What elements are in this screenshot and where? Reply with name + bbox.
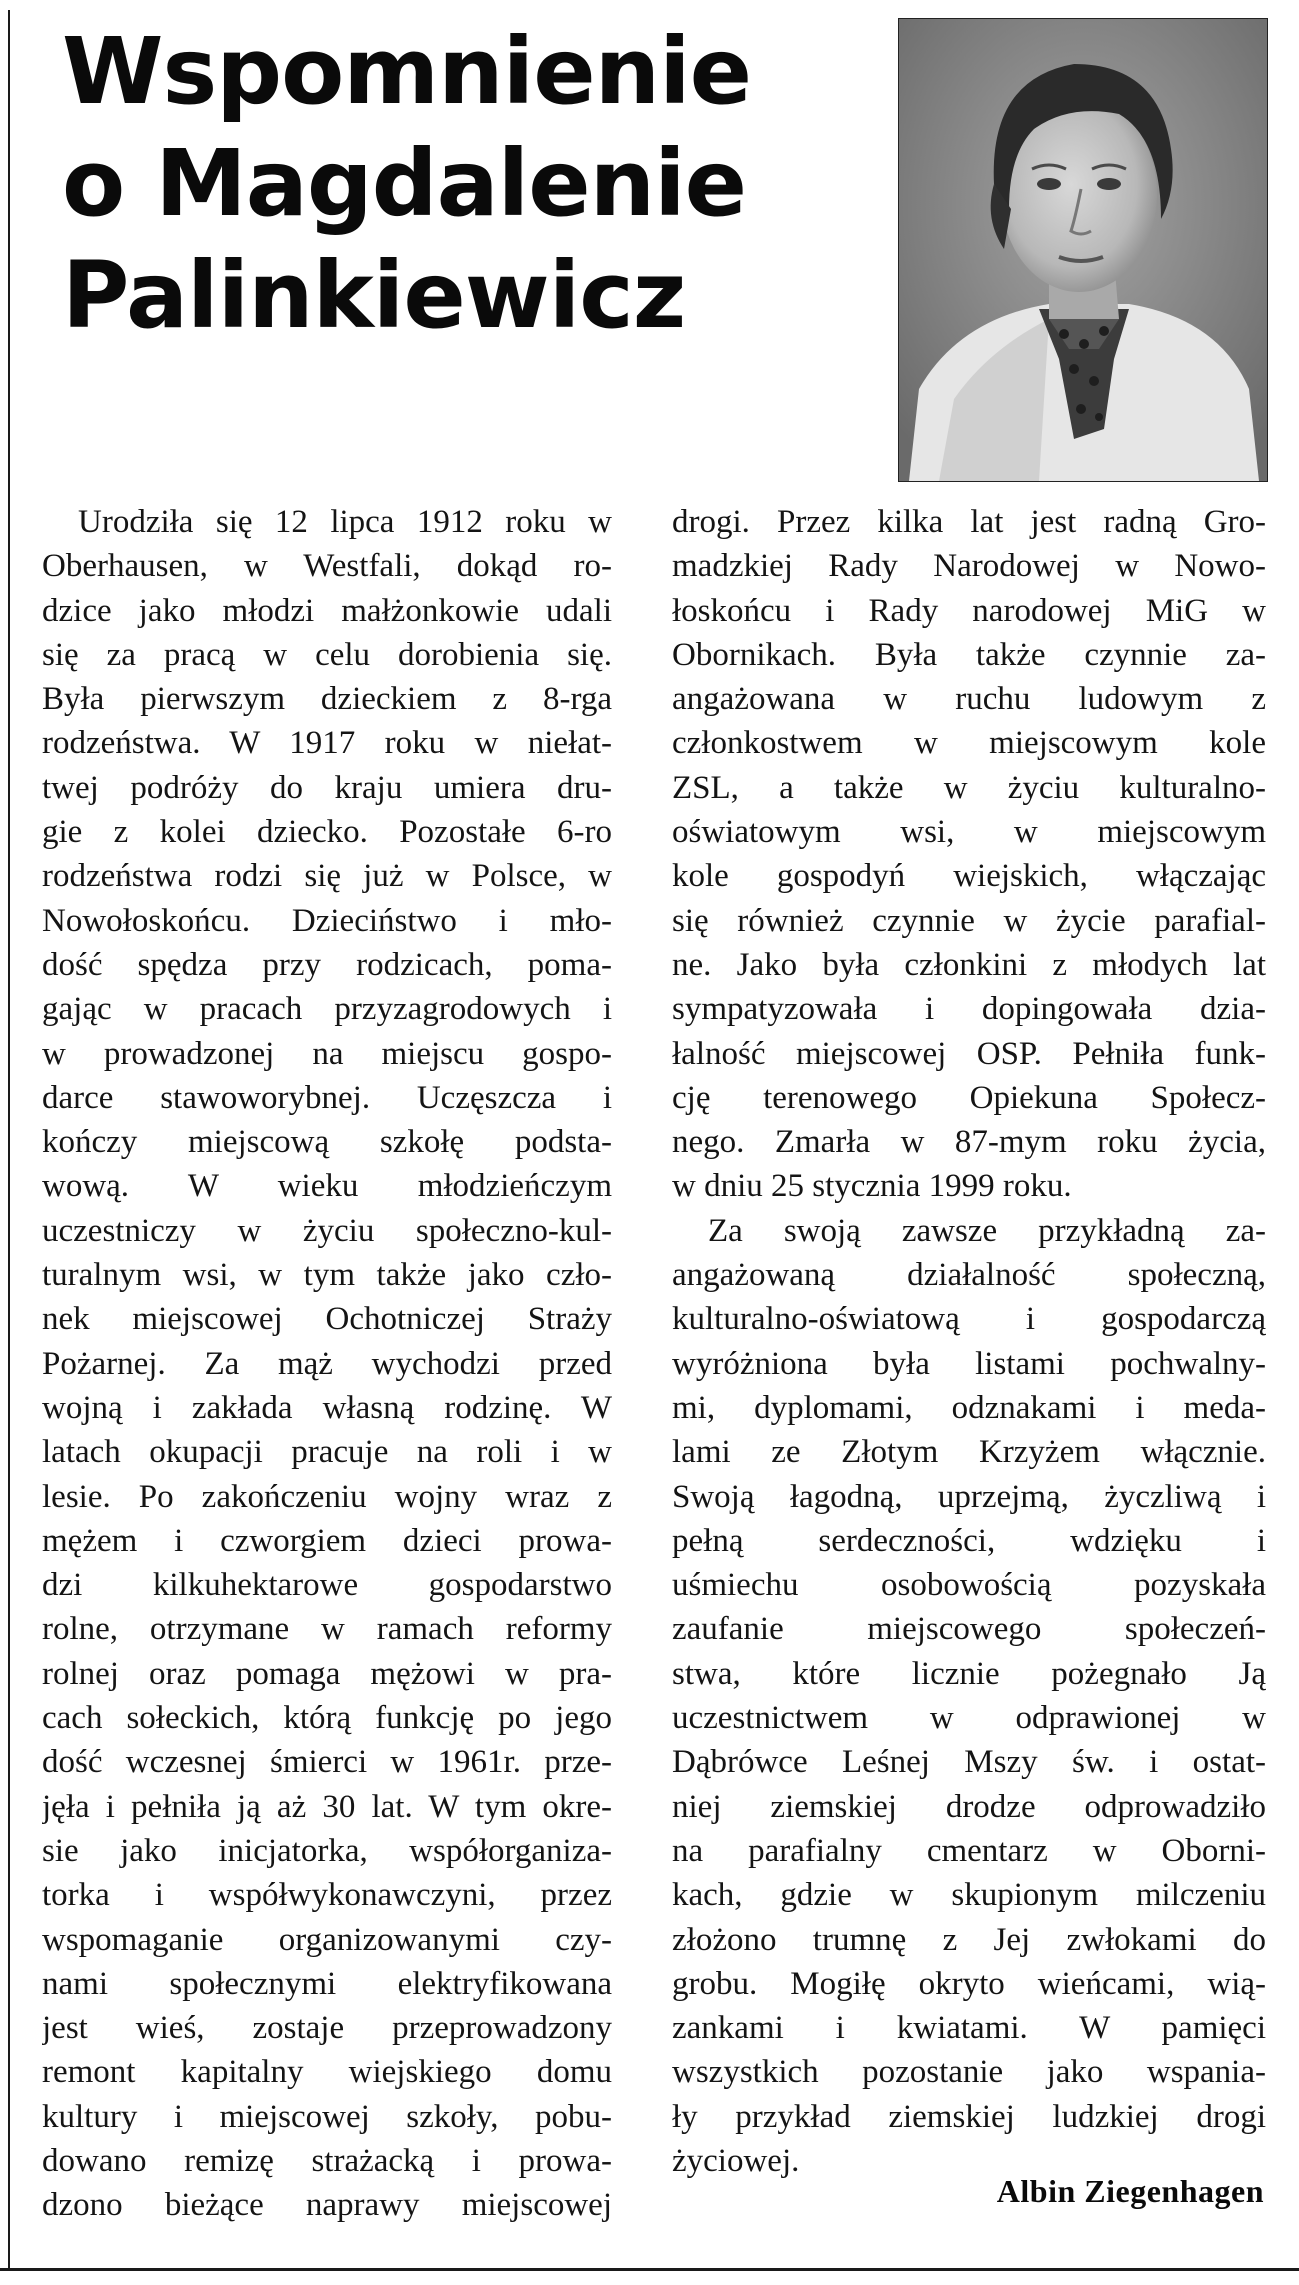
article-text-line: dzono bieżące naprawy miejscowej bbox=[42, 2187, 612, 2224]
article-text-line: się za pracą w celu dorobienia się. bbox=[42, 636, 612, 673]
article-text-line: madzkiej Rady Narodowej w Nowo- bbox=[672, 548, 1266, 585]
article-text-line: łalność miejscowej OSP. Pełniła funk- bbox=[672, 1035, 1266, 1072]
article-text-line: gając w pracach przyzagrodowych i bbox=[42, 991, 612, 1028]
article-text-line: turalnym wsi, w tym także jako czło- bbox=[42, 1257, 612, 1294]
headline-line: o Magdalenie bbox=[62, 130, 747, 237]
article-text-line: mi, dyplomami, odznakami i meda- bbox=[672, 1389, 1266, 1426]
article-text-line: remont kapitalny wiejskiego domu bbox=[42, 2054, 612, 2091]
article-text-line: dość wczesnej śmierci w 1961r. prze- bbox=[42, 1744, 612, 1781]
article-text-line: rodzeństwa. W 1917 roku w niełat- bbox=[42, 725, 612, 762]
article-text-line: wojną i zakłada własną rodzinę. W bbox=[42, 1389, 612, 1426]
portrait-illustration bbox=[899, 19, 1267, 481]
article-text-line: kultury i miejscowej szkoły, pobu- bbox=[42, 2098, 612, 2135]
article-text-line: dzice jako młodzi małżonkowie udali bbox=[42, 592, 612, 629]
article-text-line: kulturalno-oświatową i gospodarczą bbox=[672, 1301, 1266, 1338]
article-text-line: łoskońcu i Rady narodowej MiG w bbox=[672, 592, 1266, 629]
article-text-line: zankami i kwiatami. W pamięci bbox=[672, 2010, 1266, 2047]
article-text-line: na parafialny cmentarz w Oborni- bbox=[672, 1832, 1266, 1869]
article-text-line: cach sołeckich, którą funkcję po jego bbox=[42, 1700, 612, 1737]
article-text-line: Nowołoskońcu. Dzieciństwo i mło- bbox=[42, 902, 612, 939]
article-text-line: grobu. Mogiłę okryto wieńcami, wią- bbox=[672, 1965, 1266, 2002]
article-headline bbox=[62, 16, 882, 352]
article-text-line: drogi. Przez kilka lat jest radną Gro- bbox=[672, 504, 1266, 540]
article-text-line: ne. Jako była członkini z młodych lat bbox=[672, 946, 1266, 983]
article-text-line: latach okupacji pracuje na roli i w bbox=[42, 1434, 612, 1471]
headline-line: Wspomnienie bbox=[62, 18, 752, 125]
article-text-line: sie jako inicjatorka, współorganiza- bbox=[42, 1832, 612, 1869]
article-text-line: dość spędza przy rodzicach, poma- bbox=[42, 946, 612, 983]
article-text-line: lami ze Złotym Krzyżem włącznie. bbox=[672, 1434, 1266, 1471]
article-text-line: rodzeństwa rodzi się już w Polsce, w bbox=[42, 858, 612, 895]
article-text-line: Oberhausen, w Westfali, dokąd ro- bbox=[42, 548, 612, 585]
article-text-line: Urodziła się 12 lipca 1912 roku w bbox=[78, 504, 612, 540]
article-text-line: angażowana w ruchu ludowym z bbox=[672, 681, 1266, 718]
article-text-line: rolne, otrzymane w ramach reformy bbox=[42, 1611, 612, 1648]
article-text-line: Swoją łagodną, uprzejmą, życzliwą i bbox=[672, 1478, 1266, 1515]
article-text-line: gie z kolei dziecko. Pozostałe 6-ro bbox=[42, 814, 612, 851]
article-column-right bbox=[672, 500, 1266, 2183]
article-text-line: nami społecznymi elektryfikowana bbox=[42, 1965, 612, 2002]
article-text-line: mężem i czworgiem dzieci prowa- bbox=[42, 1522, 612, 1559]
article-text-line: oświatowym wsi, w miejscowym bbox=[672, 814, 1266, 851]
article-text-line: nek miejscowej Ochotniczej Straży bbox=[42, 1301, 612, 1338]
article-text-line: życiowej. bbox=[672, 2142, 800, 2179]
article-text-line: stwa, które licznie pożegnało Ją bbox=[672, 1655, 1266, 1692]
article-text-line: Dąbrówce Leśnej Mszy św. i ostat- bbox=[672, 1744, 1266, 1781]
article-column-left bbox=[42, 500, 612, 2228]
article-text-line: się również czynnie w życie parafial- bbox=[672, 902, 1266, 939]
article-text-line: wszystkich pozostanie jako wspania- bbox=[672, 2054, 1266, 2091]
article-text-line: kole gospodyń wiejskich, włączając bbox=[672, 858, 1266, 895]
article-text-line: nego. Zmarła w 87-mym roku życia, bbox=[672, 1124, 1266, 1161]
article-text-line: wyróżniona była listami pochwalny- bbox=[672, 1345, 1266, 1382]
article-text-line: twej podróży do kraju umiera dru- bbox=[42, 769, 612, 806]
article-text-line: wspomaganie organizowanymi czy- bbox=[42, 1921, 612, 1958]
article-text-line: jęła i pełniła ją aż 30 lat. W tym okre- bbox=[42, 1788, 612, 1825]
portrait-photo bbox=[898, 18, 1268, 482]
article-text-line: angażowaną działalność społeczną, bbox=[672, 1257, 1266, 1294]
author-signature: Albin Ziegenhagen bbox=[996, 2173, 1264, 2209]
article-text-line: w dniu 25 stycznia 1999 roku. bbox=[672, 1168, 1072, 1205]
article-text-line: ły przykład ziemskiej ludzkiej drogi bbox=[672, 2098, 1266, 2135]
article-text-line: Za swoją zawsze przykładną za- bbox=[708, 1212, 1266, 1249]
article-text-line: uczestniczy w życiu społeczno-kul- bbox=[42, 1212, 612, 1249]
article-text-line: cję terenowego Opiekuna Społecz- bbox=[672, 1079, 1266, 1116]
article-text-line: torka i współwykonawczyni, przez bbox=[42, 1877, 612, 1914]
article-text-line: Obornikach. Była także czynnie za- bbox=[672, 636, 1266, 673]
article-text-line: w prowadzonej na miejscu gospo- bbox=[42, 1035, 612, 1072]
left-column-rule bbox=[8, 10, 10, 2270]
article-text-line: uczestnictwem w odprawionej w bbox=[672, 1700, 1266, 1737]
bottom-rule bbox=[0, 2268, 1299, 2271]
article-text-line: członkostwem w miejscowym kole bbox=[672, 725, 1266, 762]
article-text-line: Pożarnej. Za mąż wychodzi przed bbox=[42, 1345, 612, 1382]
article-text-line: uśmiechu osobowością pozyskała bbox=[672, 1567, 1266, 1604]
article-text-line: kach, gdzie w skupionym milczeniu bbox=[672, 1877, 1266, 1914]
article-text-line: kończy miejscową szkołę podsta- bbox=[42, 1124, 612, 1161]
article-text-line: ZSL, a także w życiu kulturalno- bbox=[672, 769, 1266, 806]
article-text-line: rolnej oraz pomaga mężowi w pra- bbox=[42, 1655, 612, 1692]
article-text-line: niej ziemskiej drodze odprowadziło bbox=[672, 1788, 1266, 1825]
article-text-line: darce stawoworybnej. Uczęszcza i bbox=[42, 1079, 612, 1116]
article-text-line: zaufanie miejscowego społeczeń- bbox=[672, 1611, 1266, 1648]
article-text-line: sympatyzowała i dopingowała dzia- bbox=[672, 991, 1266, 1028]
article-text-line: lesie. Po zakończeniu wojny wraz z bbox=[42, 1478, 612, 1515]
article-text-line: Była pierwszym dzieckiem z 8-rga bbox=[42, 681, 612, 718]
headline-line: Palinkiewicz bbox=[62, 242, 686, 349]
article-text-line: pełną serdeczności, wdzięku i bbox=[672, 1522, 1266, 1559]
article-text-line: dowano remizę strażacką i prowa- bbox=[42, 2142, 612, 2179]
article-text-line: wową. W wieku młodzieńczym bbox=[42, 1168, 612, 1205]
article-text-line: dzi kilkuhektarowe gospodarstwo bbox=[42, 1567, 612, 1604]
article-text-line: jest wieś, zostaje przeprowadzony bbox=[42, 2010, 612, 2047]
article-text-line: złożono trumnę z Jej zwłokami do bbox=[672, 1921, 1266, 1958]
